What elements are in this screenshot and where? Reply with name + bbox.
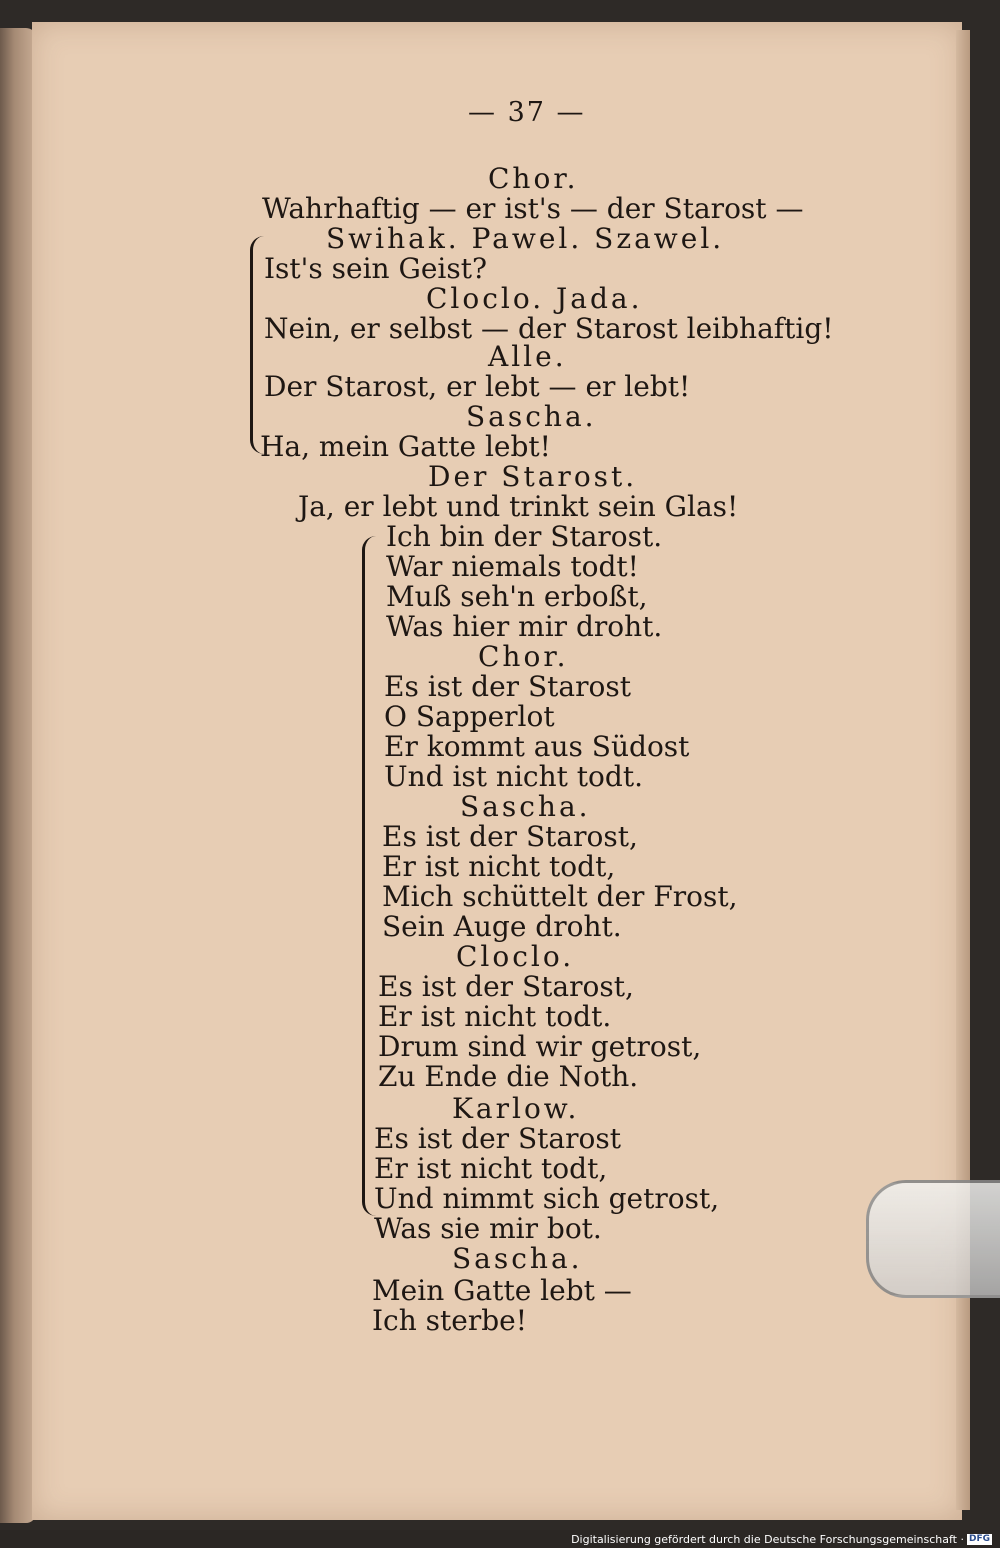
speaker-label: Chor. <box>488 162 579 195</box>
speaker-label: Der Starost. <box>428 460 638 493</box>
verse-line: Ich sterbe! <box>372 1304 527 1337</box>
verse-line: Ist's sein Geist? <box>264 252 488 285</box>
verse-line: Ha, mein Gatte lebt! <box>260 430 551 463</box>
speaker-label: Swihak. Pawel. Szawel. <box>326 222 725 255</box>
verse-line: Es ist der Starost, <box>378 970 634 1003</box>
dfg-logo: DFG <box>968 1534 990 1544</box>
verse-line: Er ist nicht todt. <box>378 1000 612 1033</box>
digitization-credit <box>571 1533 992 1546</box>
verse-line: Was hier mir droht. <box>386 610 663 643</box>
speaker-label: Chor. <box>478 640 569 673</box>
verse-line: Wahrhaftig — er ist's — der Starost — <box>262 192 804 225</box>
brace-left <box>250 236 265 454</box>
verse-line: Der Starost, er lebt — er lebt! <box>264 370 691 403</box>
verse-line: Ja, er lebt und trinkt sein Glas! <box>298 490 739 523</box>
verse-line: Er ist nicht todt, <box>382 850 616 883</box>
speaker-label: Sascha. <box>466 400 597 433</box>
verse-line: War niemals todt! <box>386 550 639 583</box>
verse-line: Er ist nicht todt, <box>374 1152 608 1185</box>
verse-line: Es ist der Starost <box>374 1122 621 1155</box>
verse-line: Und nimmt sich getrost, <box>374 1182 720 1215</box>
verse-line: Nein, er selbst — der Starost leibhaftig! <box>264 312 834 345</box>
verse-line: Er kommt aus Südost <box>384 730 690 763</box>
verse-line: Was sie mir bot. <box>374 1212 602 1245</box>
verse-line: Muß seh'n erboßt, <box>386 580 648 613</box>
speaker-label: Alle. <box>488 340 567 373</box>
verse-line: Es ist der Starost <box>384 670 631 703</box>
verse-line: O Sapperlot <box>384 700 555 733</box>
brace-long <box>362 536 377 1216</box>
speaker-label: Cloclo. Jada. <box>426 282 643 315</box>
verse-line: Drum sind wir getrost, <box>378 1030 702 1063</box>
page-number: — 37 — <box>468 97 586 128</box>
verse-line: Zu Ende die Noth. <box>378 1060 639 1093</box>
speaker-label: Cloclo. <box>456 940 575 973</box>
verse-line: Ich bin der Starost. <box>386 520 663 553</box>
plastic-page-clip <box>866 1180 1000 1298</box>
verse-line: Mein Gatte lebt — <box>372 1274 632 1307</box>
verse-line: Es ist der Starost, <box>382 820 638 853</box>
speaker-label: Sascha. <box>452 1242 583 1275</box>
verse-line: Sein Auge droht. <box>382 910 622 943</box>
verse-line: Mich schüttelt der Frost, <box>382 880 738 913</box>
speaker-label: Karlow. <box>452 1092 580 1125</box>
speaker-label: Sascha. <box>460 790 591 823</box>
book-left-edge <box>0 28 36 1523</box>
credit-text: Digitalisierung gefördert durch die Deutsche Forschungsgemeinschaft · <box>571 1533 964 1546</box>
verse-line: Und ist nicht todt. <box>384 760 643 793</box>
